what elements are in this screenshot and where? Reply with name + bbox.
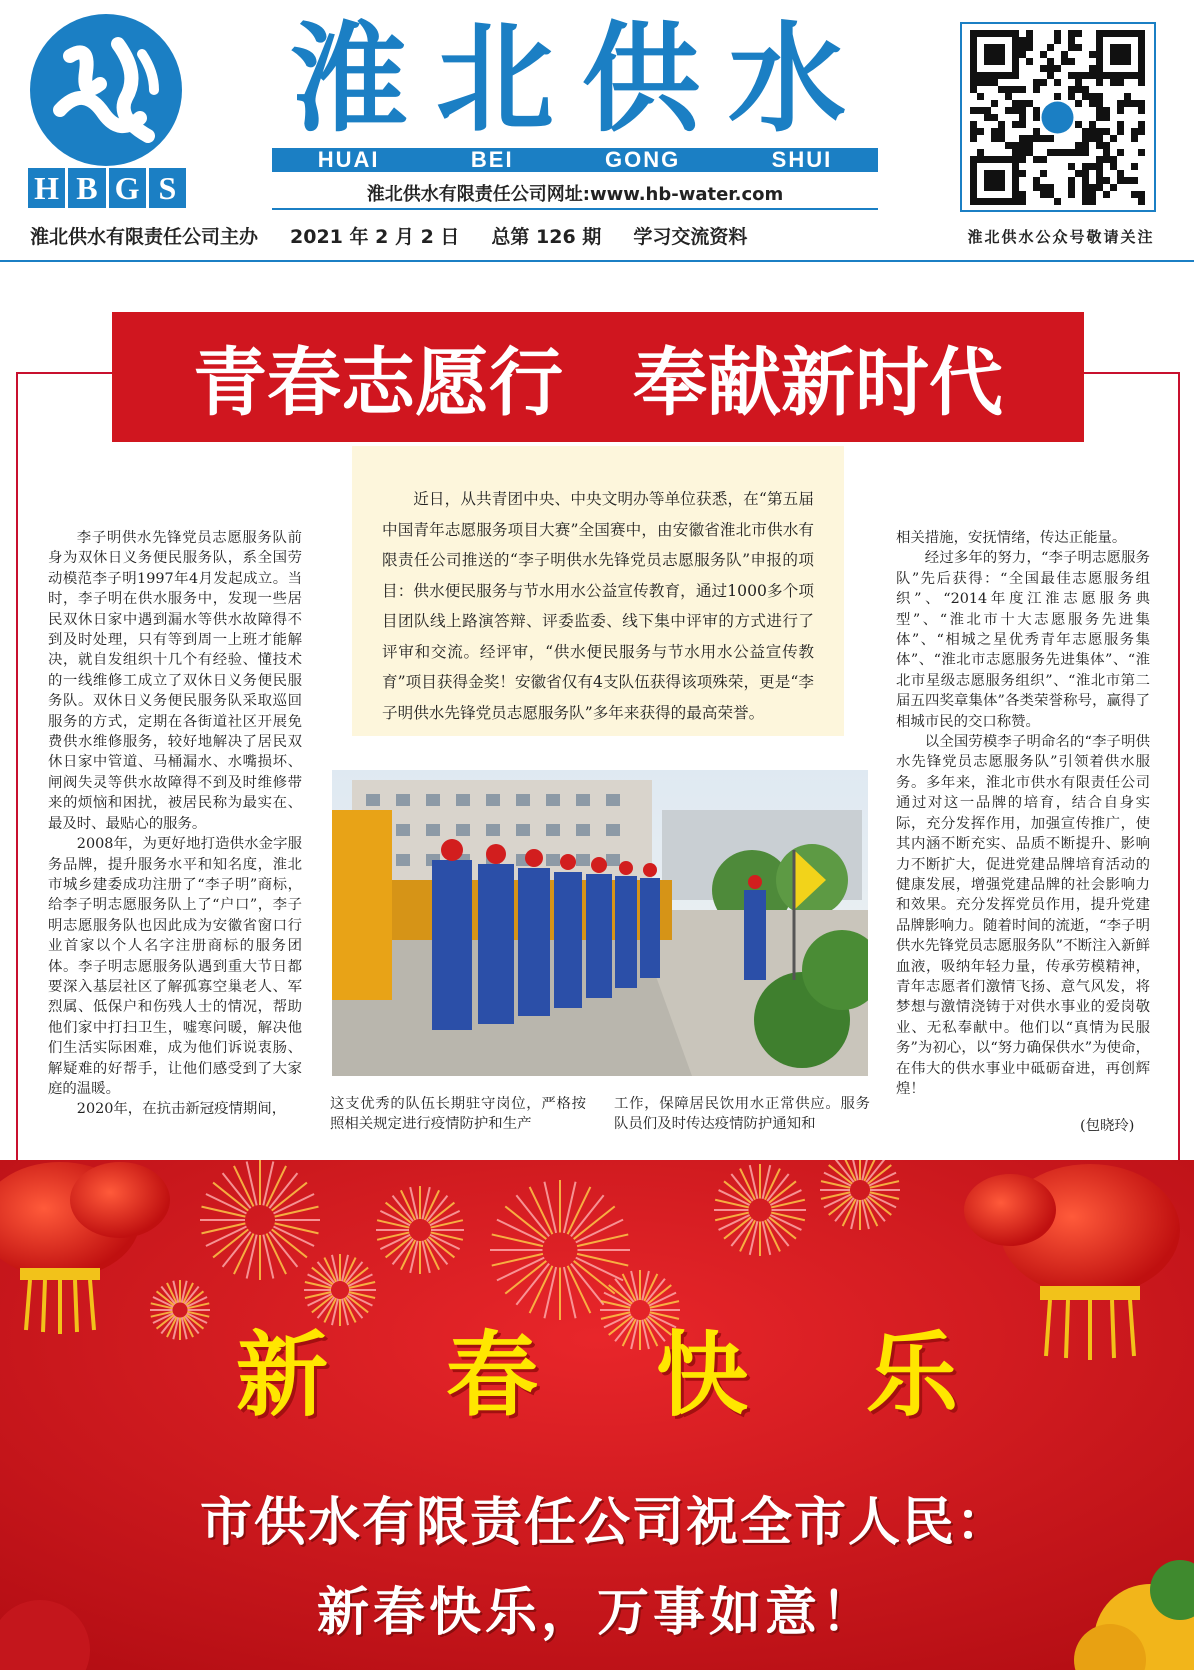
pinyin-word: GONG: [605, 147, 681, 172]
qr-code: [960, 22, 1156, 212]
volunteer-team-photo: [332, 770, 868, 1076]
article-column-3: [896, 528, 1150, 1099]
logo-letters: [28, 168, 186, 208]
paragraph: 2008年，为更好地打造供水金字服务品牌，提升服务水平和知名度，淮北市城乡建委成功注册了“李子明”商标，给李子明志愿服务队上了“户口”，李子明志愿服务队也因此成为安徽省窗口行业首家以个人名字注册商标的服务团体。李子明志愿服务队遇到重大节日都要深入基层社区了解孤寡空巢老人、军烈属、低保户和伤残人士的情况，帮助他们家中打扫卫生，嘘寒问暖，解决他们生活实际困难，成为他们诉说衷肠、解疑难的好帮手，让他们感受到了大家庭的温暖。: [48, 836, 302, 1097]
pinyin-word: BEI: [470, 147, 514, 172]
paragraph: 李子明供水先锋党员志愿服务队前身为双休日义务便民服务队，系全国劳动模范李子明1997年4月发起成立。当时，李子明在供水服务中，发现一些居民双休日家中遇到漏水等供水故障得不到及时处理，只有等到周一上班才能解决，就自发组织十几个有经验、懂技术的一线维修工成立了双休日义务便民服务队。双休日义务便民服务队采取巡回服务的方式，定期在各街道社区开展免费供水维修服务，较好地解决了居民双休日家中管道、马桶漏水、水嘴损坏、闸阀失灵等供水故障得不到及时维修带来的烦恼和困扰，被居民称为最实在、最及时、最贴心的服务。: [48, 530, 302, 832]
website-line: 淮北供水有限责任公司网址:www.hb-water.com: [366, 184, 784, 205]
banner-line-1: 市供水有限责任公司祝全市人民：: [199, 1493, 1010, 1553]
banner-line-2: 新春快乐，万事如意！: [316, 1583, 877, 1643]
greeting-char: 新: [235, 1322, 328, 1429]
article-column-2b: [614, 1094, 870, 1135]
pinyin-word: SHUI: [771, 147, 833, 172]
paragraph: 相关措施，安抚情绪，传达正能量。: [896, 530, 1127, 546]
issue-number: 总第 126 期: [491, 226, 602, 248]
author-byline: (包晓玲): [1080, 1118, 1135, 1134]
lead-paragraph: 近日，从共青团中央、中央文明办等单位获悉，在“第五届中国青年志愿服务项目大赛”全国赛中，由安徽省淮北市供水有限责任公司推送的“李子明供水先锋党员志愿服务队”申报的项目：供水便民服务与节水用水公益宣传教育，通过1000多个项目团队线上路演答辩、评委监委、线下集中评审的方式进行了评审和交流。经评审，“供水便民服务与节水用水公益宣传教育”项目获得金奖！安徽省仅有4支队伍获得该项殊荣，更是“李子明供水先锋党员志愿服务队”多年来获得的最高荣誉。: [352, 446, 844, 736]
greeting-char: 春: [445, 1322, 538, 1429]
masthead-divider: [272, 208, 878, 210]
headline-part2: 奉献新时代: [633, 340, 1003, 426]
issue-info: [30, 222, 890, 249]
logo-letter: H: [28, 168, 65, 208]
greeting-char: 快: [656, 1322, 749, 1429]
publisher: 淮北供水有限责任公司主办: [30, 226, 259, 248]
headline-part1: 青春志愿行: [193, 340, 563, 426]
header-rule: [0, 260, 1194, 262]
water-drop-icon: [30, 14, 182, 166]
paragraph: 工作，保障居民饮用水正常供应。服务队员们及时传达疫情防护通知和: [614, 1096, 870, 1133]
logo-letter: S: [149, 168, 186, 208]
headline: [112, 312, 1084, 442]
issue-type: 学习交流资料: [633, 226, 748, 248]
newspaper-title: 淮北供水: [290, 10, 875, 148]
qr-caption: 淮北供水公众号敬请关注: [967, 228, 1155, 246]
logo-letter: G: [109, 168, 146, 208]
logo-emblem: [30, 14, 182, 166]
banner-greeting: [0, 1302, 1194, 1434]
qr-code-icon: [962, 24, 1154, 210]
pinyin-bar: [272, 148, 878, 172]
greeting-char: 乐: [866, 1322, 959, 1429]
paragraph: 这支优秀的队伍长期驻守岗位，严格按照相关规定进行疫情防护和生产: [330, 1096, 586, 1133]
article-column-1: [48, 528, 302, 1120]
article-column-2a: [330, 1094, 586, 1135]
issue-date: 2021 年 2 月 2 日: [290, 226, 460, 248]
paragraph: 经过多年的努力，“李子明志愿服务队”先后获得：“全国最佳志愿服务组织”、“2014年度江淮志愿服务典型”、“淮北市十大志愿服务先进集体”、“相城之星优秀青年志愿服务集体”、“淮北市志愿服务先进集体”、“淮北市星级志愿服务组织”、“淮北市第二届五四奖章集体”各类荣誉称号，赢得了相城市民的交口称赞。: [896, 550, 1150, 730]
paragraph: 以全国劳模李子明命名的“李子明供水先锋党员志愿服务队”引领着供水服务。多年来，淮北市供水有限责任公司通过对这一品牌的培育，结合自身实际，充分发挥作用，加强宣传推广，使其内涵不断充实、品质不断提升、影响力不断扩大，促进党建品牌培育活动的健康发展，增强党建品牌的社会影响力和效果。充分发挥党员作用，提升党建品牌影响力。随着时间的流逝，“李子明供水先锋党员志愿服务队”不断注入新鲜血液，吸纳年轻力量，传承劳模精神，青年志愿者们激情飞扬、意气风发，将梦想与激情浇铸于对供水事业的爱岗敬业、无私奉献中。他们以“真情为民服务”为初心，以“努力确保供水”为使命，在伟大的供水事业中砥砺奋进，再创辉煌！: [896, 734, 1150, 1097]
paragraph: 2020年，在抗击新冠疫情期间，: [76, 1101, 287, 1118]
logo-letter: B: [68, 168, 105, 208]
pinyin-word: HUAI: [317, 147, 380, 172]
